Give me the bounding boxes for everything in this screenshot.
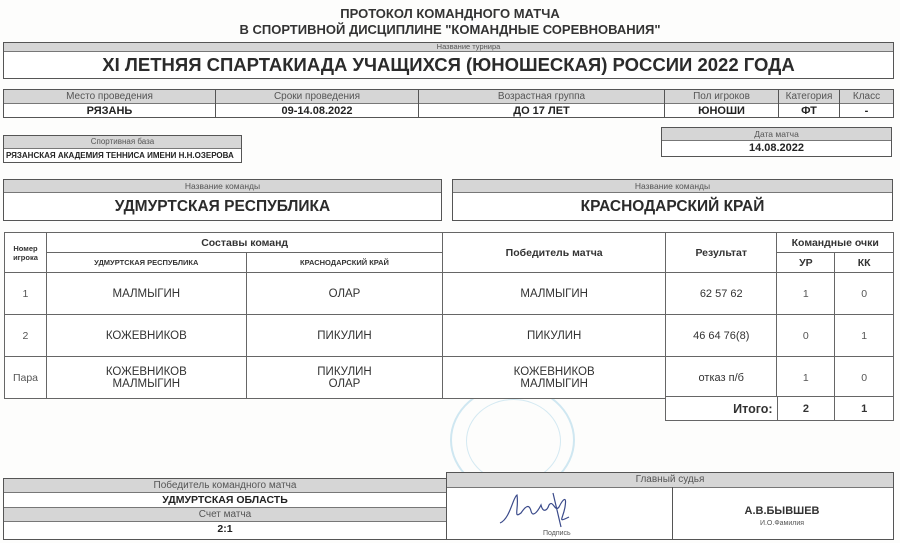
info-value: РЯЗАНЬ bbox=[86, 105, 133, 117]
info-value: ФТ bbox=[801, 105, 817, 117]
match-date-label: Дата матча bbox=[662, 128, 891, 141]
info-value: ЮНОШИ bbox=[698, 105, 745, 117]
team2-box bbox=[452, 179, 893, 221]
points-team2: 1 bbox=[835, 315, 894, 357]
table-row bbox=[5, 357, 666, 399]
points-team2: 0 bbox=[835, 273, 894, 315]
judge-name: А.В.БЫВШЕВ bbox=[744, 505, 820, 517]
team-winner-value: УДМУРТСКАЯ ОБЛАСТЬ bbox=[162, 494, 288, 506]
player-number: Пара bbox=[5, 357, 47, 399]
match-table bbox=[4, 232, 666, 399]
info-label: Категория bbox=[779, 90, 839, 104]
info-label: Место проведения bbox=[4, 90, 215, 104]
col-points-team2: КК bbox=[835, 253, 894, 273]
pair-winner bbox=[443, 357, 666, 399]
team2-pair-player-b: ОЛАР bbox=[328, 377, 361, 390]
col-team1: УДМУРТСКАЯ РЕСПУБЛИКА bbox=[46, 253, 246, 273]
team1-box bbox=[3, 179, 442, 221]
total-points-team2: 1 bbox=[835, 397, 894, 421]
stamp-inner-ring bbox=[466, 399, 561, 483]
col-player-number: Номер игрока bbox=[5, 233, 47, 273]
total-points-team1: 2 bbox=[777, 397, 835, 421]
col-rosters: Составы команд bbox=[46, 233, 442, 253]
info-label: Пол игроков bbox=[665, 90, 778, 104]
info-dates bbox=[216, 90, 419, 117]
info-value: 09-14.08.2022 bbox=[281, 105, 353, 117]
tournament-label: Название турнира bbox=[4, 43, 893, 52]
team1-player: МАЛМЫГИН bbox=[46, 273, 246, 315]
signature-area bbox=[447, 487, 673, 539]
match-winner: ПИКУЛИН bbox=[443, 315, 666, 357]
col-match-winner: Победитель матча bbox=[443, 233, 666, 273]
team2-player: ПИКУЛИН bbox=[246, 315, 443, 357]
info-label: Возрастная группа bbox=[419, 90, 664, 104]
col-team-points: Командные очки bbox=[777, 233, 894, 253]
pair-winner-a: КОЖЕВНИКОВ bbox=[513, 365, 595, 378]
table-row bbox=[666, 357, 894, 399]
match-date-value: 14.08.2022 bbox=[748, 142, 805, 154]
tournament-name: XI ЛЕТНЯЯ СПАРТАКИАДА УЧАЩИХСЯ (ЮНОШЕСКАЯ) РОССИИ 2022 ГОДА bbox=[102, 54, 795, 75]
signature-icon bbox=[495, 489, 585, 529]
player-number: 2 bbox=[5, 315, 47, 357]
total-label: Итого: bbox=[666, 397, 778, 421]
info-value: ДО 17 ЛЕТ bbox=[513, 105, 570, 117]
tournament-box bbox=[3, 42, 894, 79]
info-gender bbox=[665, 90, 779, 117]
team1-pair-player-b: МАЛМЫГИН bbox=[112, 377, 181, 390]
event-info-row bbox=[3, 89, 894, 118]
team-match-winner-box bbox=[3, 478, 447, 540]
points-team1: 1 bbox=[777, 357, 835, 399]
sports-base-label: Спортивная база bbox=[4, 136, 241, 149]
table-row bbox=[5, 315, 666, 357]
team1-pair-player-a: КОЖЕВНИКОВ bbox=[105, 365, 187, 378]
result-points-table bbox=[665, 232, 894, 399]
info-age-group bbox=[419, 90, 665, 117]
team2-player: ОЛАР bbox=[246, 273, 443, 315]
judge-name-area bbox=[672, 487, 892, 539]
sports-base-value: РЯЗАНСКАЯ АКАДЕМИЯ ТЕННИСА ИМЕНИ Н.Н.ОЗЕРОВА bbox=[6, 151, 234, 160]
info-value: - bbox=[864, 105, 869, 117]
team1-pair bbox=[46, 357, 246, 399]
team-label: Название команды bbox=[4, 180, 441, 193]
match-score-label: Счет матча bbox=[4, 507, 446, 522]
match-result: 62 57 62 bbox=[666, 273, 777, 315]
totals-row bbox=[665, 396, 894, 421]
points-team1: 0 bbox=[777, 315, 835, 357]
pair-winner-b: МАЛМЫГИН bbox=[520, 377, 588, 390]
info-label: Класс bbox=[840, 90, 893, 104]
table-row bbox=[5, 273, 666, 315]
chief-judge-label: Главный судья bbox=[447, 473, 893, 488]
protocol-title: ПРОТОКОЛ КОМАНДНОГО МАТЧА bbox=[340, 6, 560, 21]
info-category bbox=[779, 90, 840, 117]
signature-caption: Подпись bbox=[543, 530, 571, 537]
team-label: Название команды bbox=[453, 180, 892, 193]
table-row bbox=[666, 273, 894, 315]
player-number: 1 bbox=[5, 273, 47, 315]
chief-judge-box bbox=[446, 472, 894, 540]
col-points-team1: УР bbox=[777, 253, 835, 273]
match-result: 46 64 76(8) bbox=[666, 315, 777, 357]
sports-base-box bbox=[3, 135, 242, 163]
match-winner: МАЛМЫГИН bbox=[443, 273, 666, 315]
judge-name-caption: И.О.Фамилия bbox=[759, 520, 805, 527]
col-team2: КРАСНОДАРСКИЙ КРАЙ bbox=[246, 253, 443, 273]
team2-name: КРАСНОДАРСКИЙ КРАЙ bbox=[580, 198, 765, 215]
points-team1: 1 bbox=[777, 273, 835, 315]
col-result: Результат bbox=[666, 233, 777, 273]
info-label: Сроки проведения bbox=[216, 90, 418, 104]
info-venue-city bbox=[4, 90, 216, 117]
info-class bbox=[840, 90, 893, 117]
team2-pair-player-a: ПИКУЛИН bbox=[317, 365, 372, 378]
team1-player: КОЖЕВНИКОВ bbox=[46, 315, 246, 357]
match-result: отказ п/б bbox=[666, 357, 777, 399]
protocol-subtitle: В СПОРТИВНОЙ ДИСЦИПЛИНЕ "КОМАНДНЫЕ СОРЕВНОВАНИЯ" bbox=[239, 22, 661, 37]
points-team2: 0 bbox=[835, 357, 894, 399]
match-score-value: 2:1 bbox=[217, 523, 233, 535]
match-date-box bbox=[661, 127, 892, 157]
team1-name: УДМУРТСКАЯ РЕСПУБЛИКА bbox=[114, 198, 331, 215]
team2-pair bbox=[246, 357, 443, 399]
team-winner-label: Победитель командного матча bbox=[4, 479, 446, 493]
table-row bbox=[666, 315, 894, 357]
